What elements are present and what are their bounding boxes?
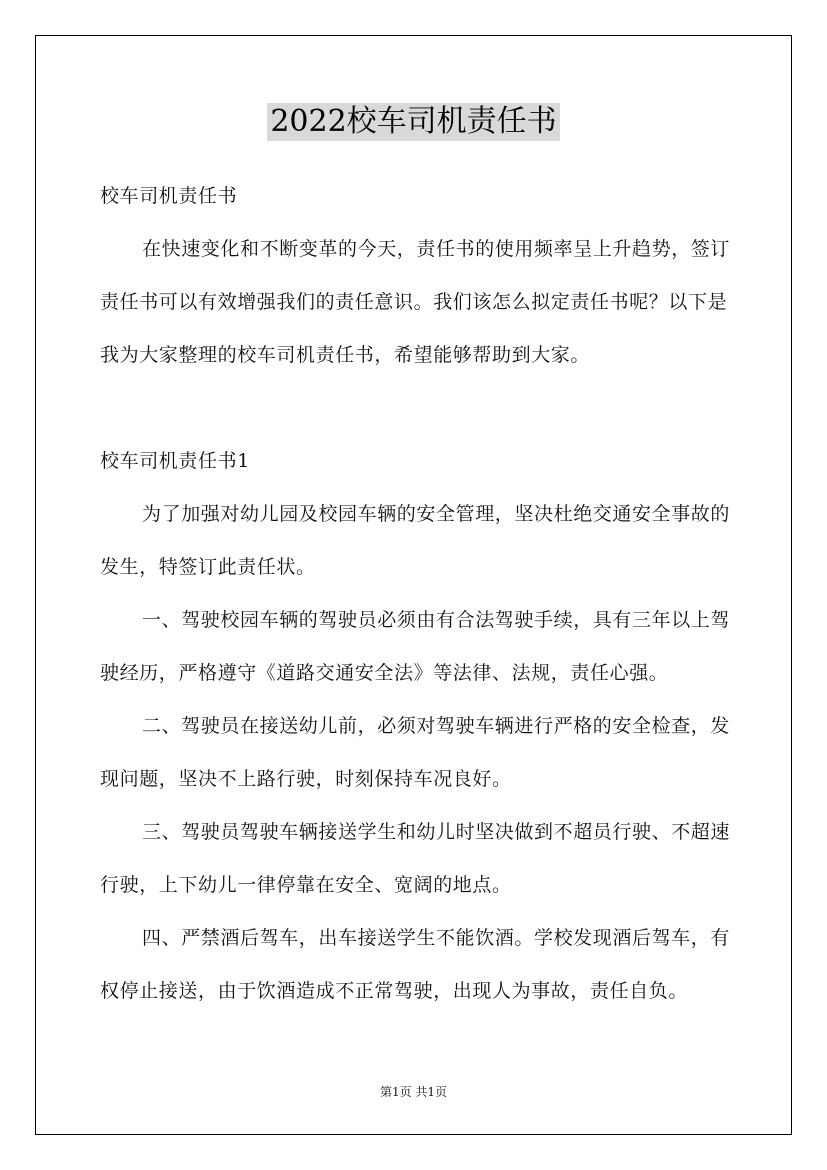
paragraph-clause-2: 二、驾驶员在接送幼儿前，必须对驾驶车辆进行严格的安全检查，发现问题，坚决不上路行驶，时刻保持车况良好。 [100,715,731,790]
document-title: 2022校车司机责任书 [267,103,559,141]
title-container [0,103,827,141]
section-heading: 校车司机责任书1 [100,450,250,472]
document-body [100,170,740,1018]
paragraph-clause-1: 一、驾驶校园车辆的驾驶员必须由有合法驾驶手续，具有三年以上驾驶经历，严格遵守《道路交通安全法》等法律、法规，责任心强。 [100,609,731,684]
intro-paragraph: 在快速变化和不断变革的今天，责任书的使用频率呈上升趋势，签订责任书可以有效增强我们的责任意识。我们该怎么拟定责任书呢？以下是我为大家整理的校车司机责任书，希望能够帮助到大家。 [100,238,731,366]
spacer [100,382,740,435]
intro-heading: 校车司机责任书 [100,185,238,207]
paragraph-clause-4: 四、严禁酒后驾车，出车接送学生不能饮酒。学校发现酒后驾车，有权停止接送，由于饮酒造成不正常驾驶，出现人为事故，责任自负。 [100,927,731,1002]
page-footer: 第1页 共1页 [379,1085,448,1099]
paragraph-clause-3: 三、驾驶员驾驶车辆接送学生和幼儿时坚决做到不超员行驶、不超速行驶，上下幼儿一律停靠在安全、宽阔的地点。 [100,821,731,896]
paragraph-preamble: 为了加强对幼儿园及校园车辆的安全管理，坚决杜绝交通安全事故的发生，特签订此责任状。 [100,503,731,578]
